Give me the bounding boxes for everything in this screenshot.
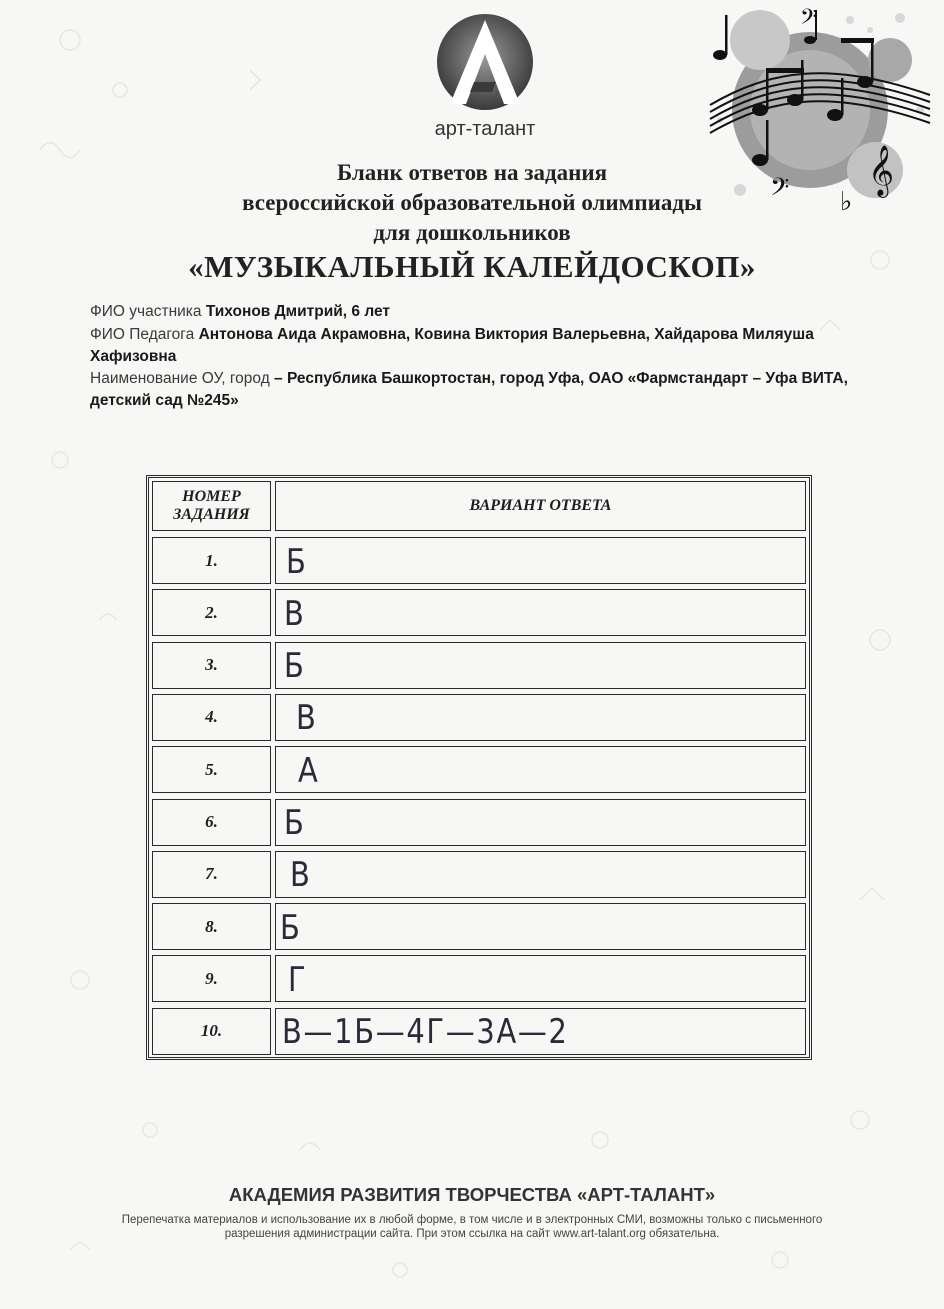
footer-copyright-notice: Перепечатка материалов и использование их в любой форме, в том числе и в электронных СМИ, возможны только с письменного разрешения администрации сайта. При этом ссылка на сайт www.art-talant.org обязательна. [121, 1214, 823, 1240]
handwritten-answer: Б [284, 803, 306, 843]
answers-table [146, 475, 812, 1060]
svg-text:𝄢: 𝄢 [800, 5, 817, 35]
footer-organization: АКАДЕМИЯ РАЗВИТИЯ ТВОРЧЕСТВА «АРТ-ТАЛАНТ» [228, 1184, 716, 1205]
handwritten-answer: В—1Б—4Г—3А—2 [282, 1012, 569, 1053]
title-line-2: всероссийской образовательной олимпиады [242, 190, 702, 215]
participant-value: Тихонов Дмитрий, 6 лет [205, 303, 390, 320]
handwritten-answer: А [298, 750, 320, 791]
answer-variant-header: ВАРИАНТ ОТВЕТА [275, 481, 806, 531]
answer-cell[interactable] [275, 903, 806, 950]
table-row [149, 640, 809, 692]
answer-cell[interactable] [275, 589, 806, 636]
handwritten-answer: В [290, 855, 312, 896]
svg-text:♭: ♭ [840, 187, 853, 215]
art-talant-logo [430, 8, 540, 116]
answer-cell[interactable] [275, 746, 806, 793]
teacher-info [90, 324, 860, 368]
organization-dash: – [269, 370, 287, 387]
task-number: 9. [152, 955, 271, 1002]
teacher-label: ФИО Педагога [90, 326, 195, 343]
organization-info [90, 368, 860, 412]
table-row [149, 744, 809, 796]
task-number: 1. [152, 537, 271, 584]
teacher-value: Антонова Аида Акрамовна, Ковина Виктория Валерьевна, Хайдарова Миляуша Хафизовна [90, 326, 814, 365]
answer-cell[interactable] [275, 694, 806, 741]
participant-info [90, 301, 860, 323]
task-number: 4. [152, 694, 271, 741]
brand-name: арт-талант [434, 118, 536, 140]
answer-cell[interactable] [275, 537, 806, 584]
olympiad-name: «МУЗЫКАЛЬНЫЙ КАЛЕЙДОСКОП» [188, 249, 756, 284]
task-number-header: НОМЕР ЗАДАНИЯ [152, 481, 271, 531]
answer-cell[interactable] [275, 799, 806, 846]
task-number: 5. [152, 746, 271, 793]
task-number: 2. [152, 589, 271, 636]
answer-cell[interactable] [275, 955, 806, 1002]
task-number: 6. [152, 799, 271, 846]
table-row [149, 797, 809, 849]
organization-value: Республика Башкортостан, город Уфа, ОАО «Фармстандарт – Уфа ВИТА, детский сад №245» [90, 370, 848, 409]
table-row [149, 953, 809, 1005]
table-row [149, 901, 809, 953]
title-line-3: для дошкольников [373, 220, 571, 245]
svg-text:𝄢: 𝄢 [770, 173, 790, 208]
table-row [149, 849, 809, 901]
task-number: 10. [152, 1008, 271, 1055]
table-row [149, 692, 809, 744]
handwritten-answer: В [296, 698, 318, 739]
table-row [149, 535, 809, 587]
handwritten-answer: Б [284, 646, 306, 687]
answer-cell[interactable] [275, 642, 806, 689]
handwritten-answer: В [284, 593, 306, 634]
task-number: 8. [152, 903, 271, 950]
table-row [149, 1006, 809, 1058]
table-header [149, 478, 809, 535]
organization-label: Наименование ОУ, город [90, 370, 270, 387]
svg-text:𝄞: 𝄞 [868, 145, 895, 196]
task-number: 7. [152, 851, 271, 898]
handwritten-answer: Б [280, 907, 302, 948]
participant-label: ФИО участника [90, 303, 202, 320]
table-row [149, 587, 809, 639]
answer-cell[interactable] [275, 1008, 806, 1055]
handwritten-answer: Г [288, 959, 308, 1000]
title-line-1: Бланк ответов на задания [336, 160, 608, 185]
handwritten-answer: Б [286, 541, 308, 582]
task-number: 3. [152, 642, 271, 689]
answer-cell[interactable] [275, 851, 806, 898]
